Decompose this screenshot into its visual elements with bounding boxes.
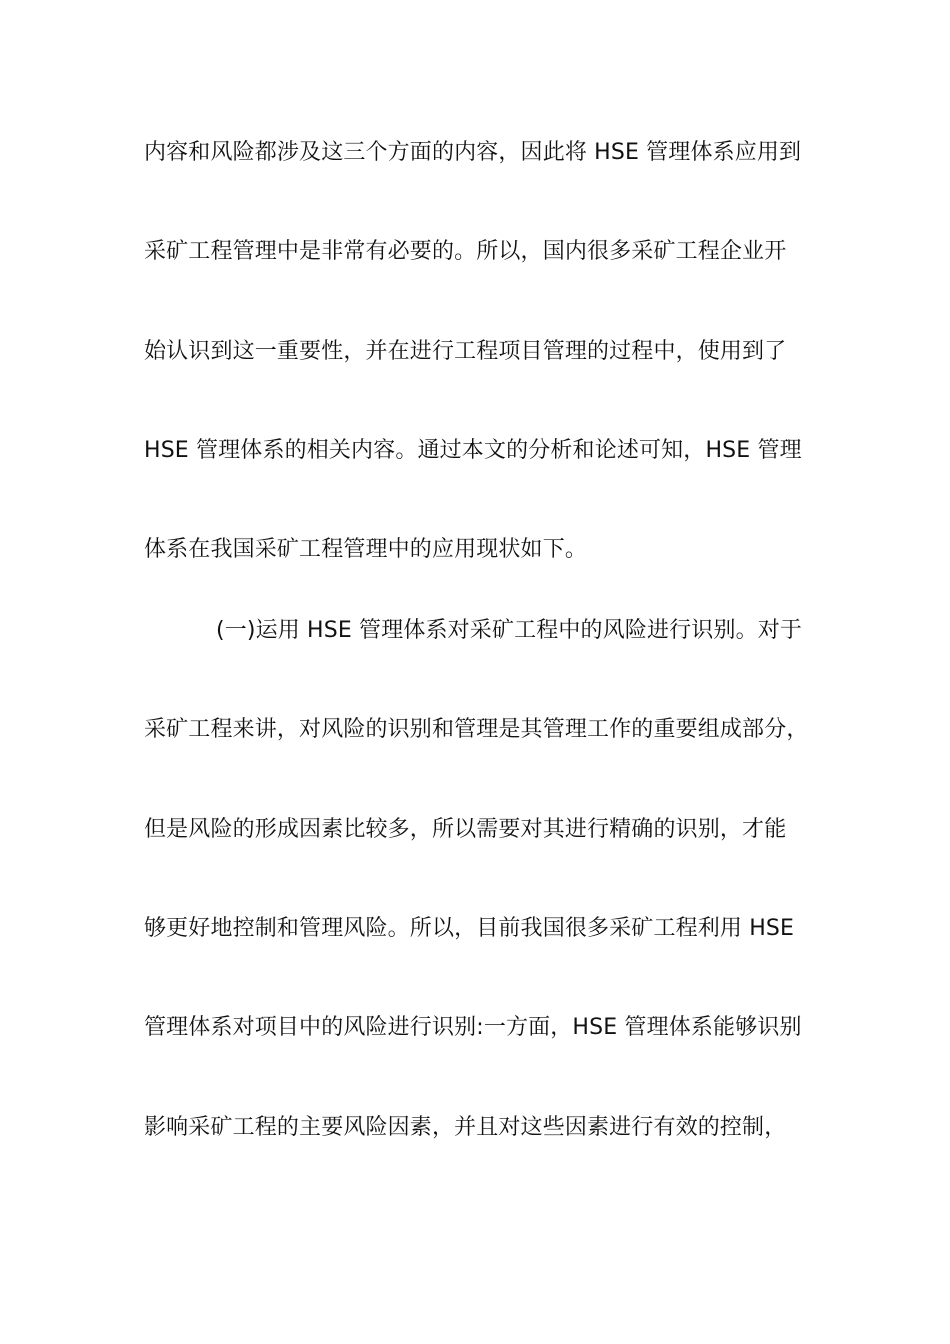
paragraph-line: 采矿工程管理中是非常有必要的。所以，国内很多采矿工程企业开 [144,239,787,264]
section-heading-line: (一)运用 HSE 管理体系对采矿工程中的风险进行识别。对于 [216,618,803,643]
paragraph-line: 采矿工程来讲，对风险的识别和管理是其管理工作的重要组成部分， [144,717,809,742]
paragraph-line: 体系在我国采矿工程管理中的应用现状如下。 [144,537,588,562]
paragraph-line: 但是风险的形成因素比较多，所以需要对其进行精确的识别，才能 [144,817,787,842]
paragraph-line: 管理体系对项目中的风险进行识别:一方面，HSE 管理体系能够识别 [144,1015,802,1040]
paragraph-line: 够更好地控制和管理风险。所以，目前我国很多采矿工程利用 HSE [144,916,795,941]
paragraph-line: HSE 管理体系的相关内容。通过本文的分析和论述可知，HSE 管理 [144,438,802,463]
paragraph-line: 始认识到这一重要性，并在进行工程项目管理的过程中，使用到了 [144,339,787,364]
paragraph-line: 影响采矿工程的主要风险因素，并且对这些因素进行有效的控制， [144,1115,787,1140]
paragraph-line: 内容和风险都涉及这三个方面的内容，因此将 HSE 管理体系应用到 [144,140,802,165]
